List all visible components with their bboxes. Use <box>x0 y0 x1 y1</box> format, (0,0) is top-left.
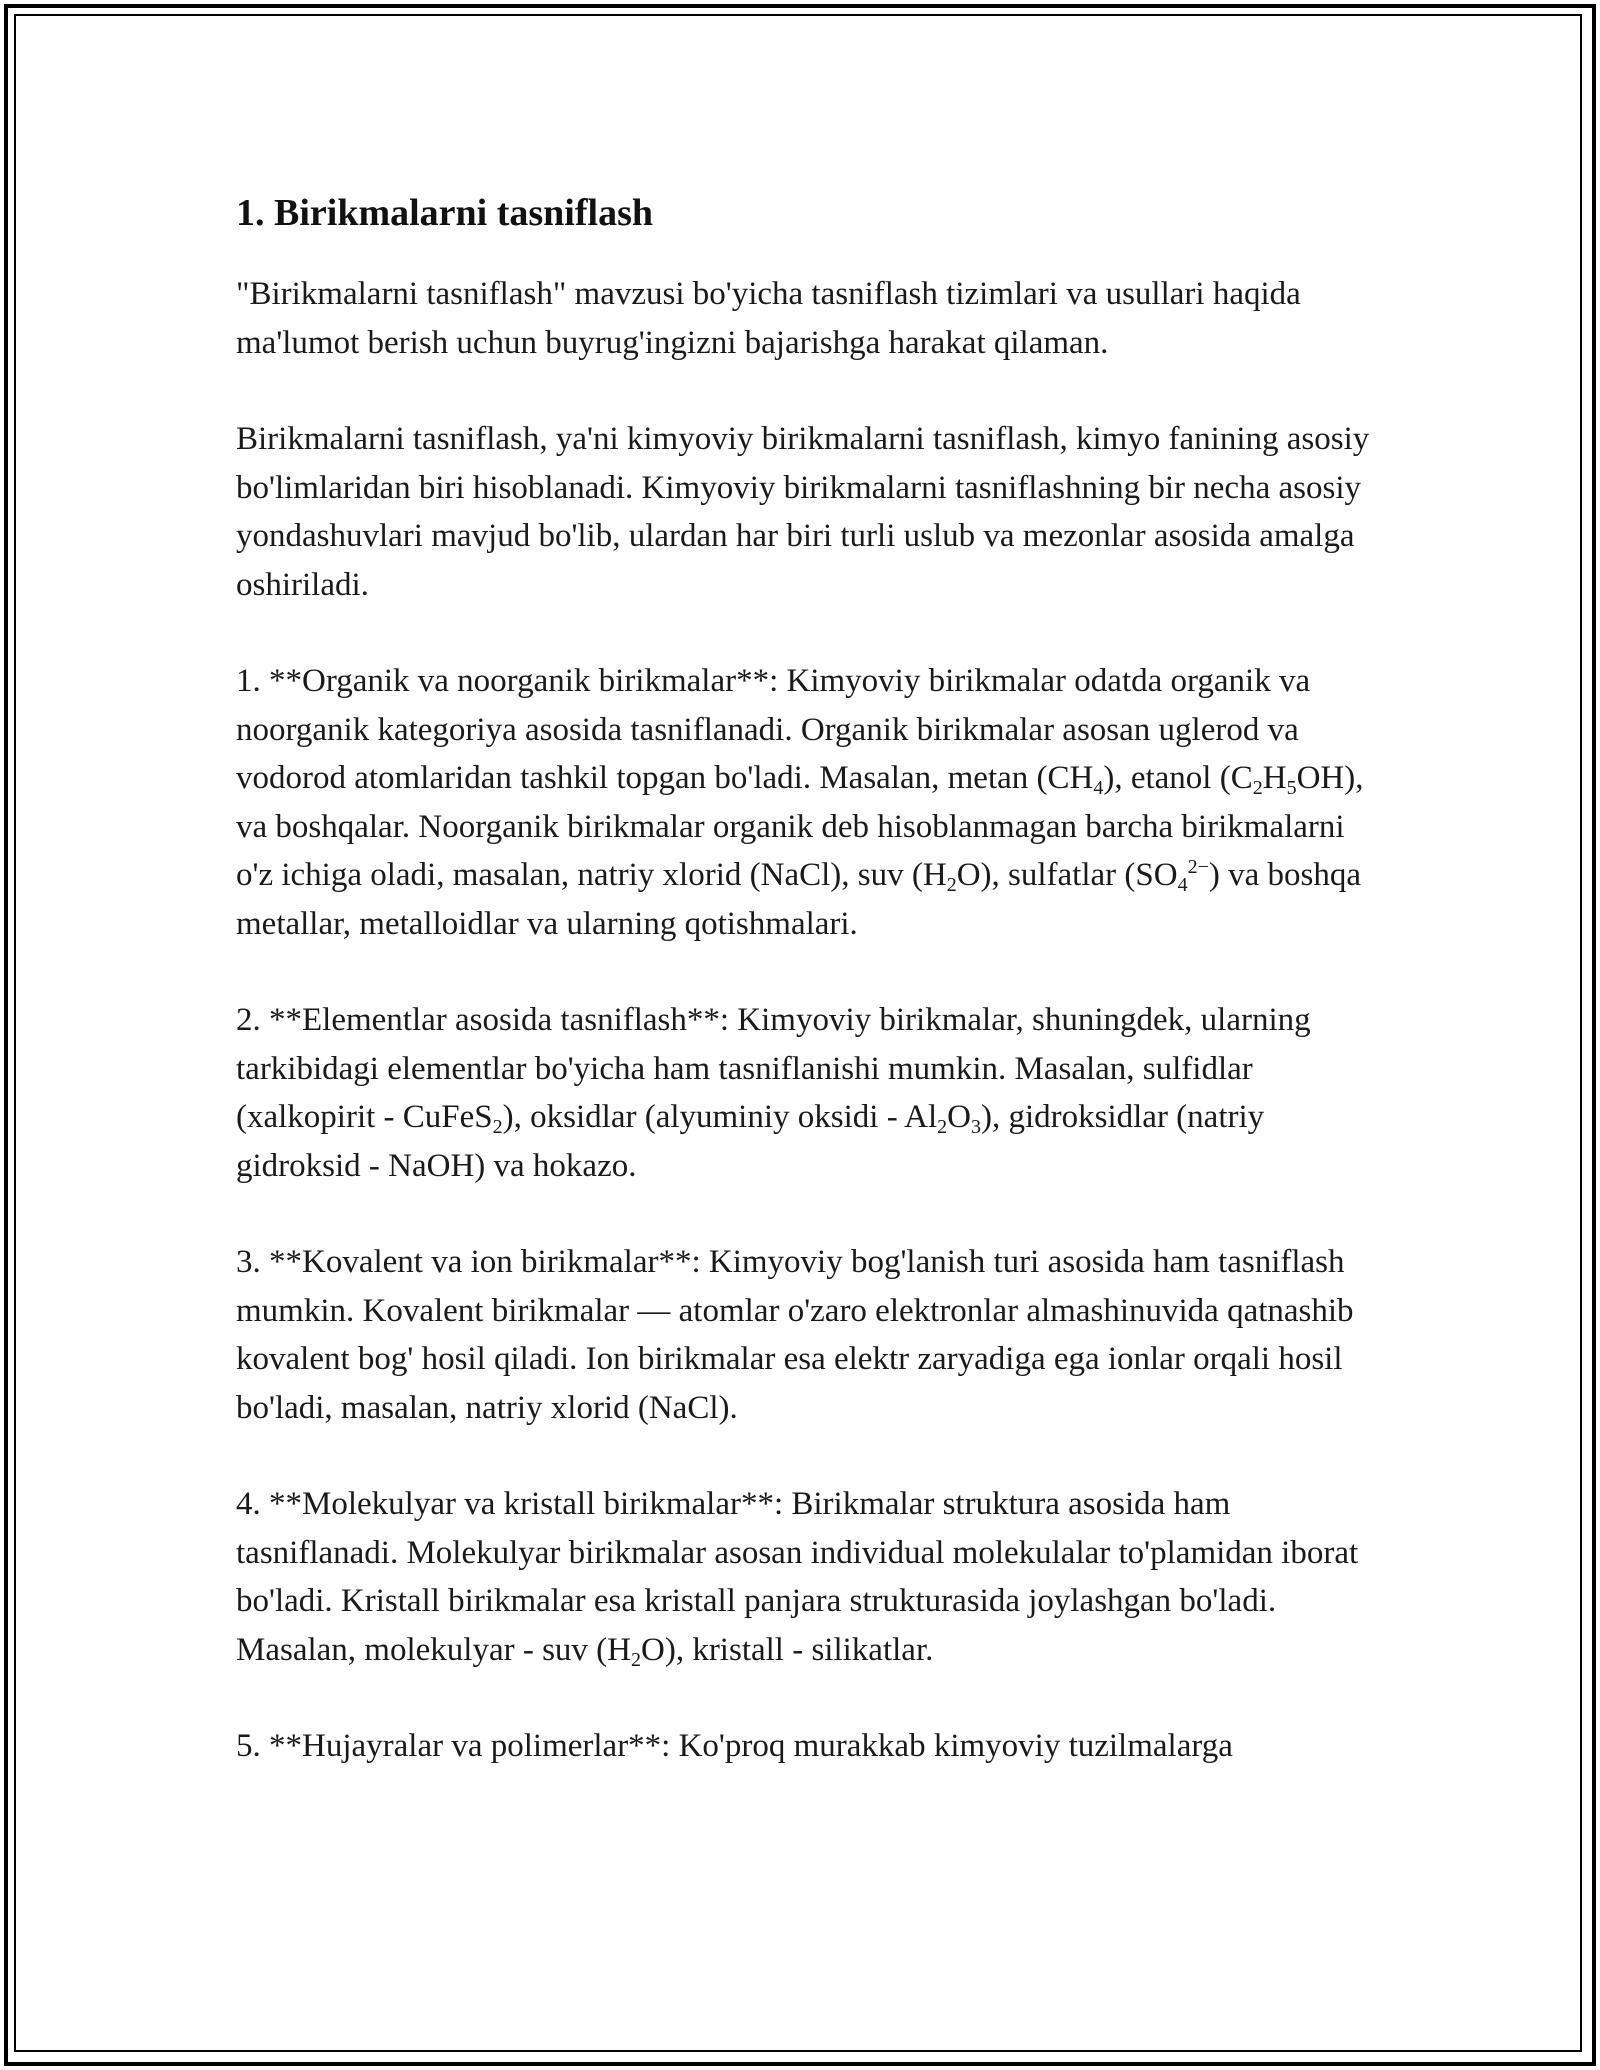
list-item-molecular-crystal: 4. **Molekulyar va kristall birikmalar**: Birikmalar struktura asosida ham tasniflanadi. Molekulyar birikmalar asosan individual molekulalar to'plamidan iborat bo'ladi. Kristall birikmalar esa kristall panjara strukturasida joylashgan bo'ladi. Masalan, molekulyar - suv $(H_2O)$, kristall - silikatlar. <box>236 1486 1359 1671</box>
list-item-covalent-ionic: 3. **Kovalent va ion birikmalar**: Kimyoviy bog'lanish turi asosida ham tasniflash mumkin. Kovalent birikmalar — atomlar o'zaro elektronlar almashinuvida qatnashib kovalent bog' hosil qiladi. Ion birikmalar esa elektr zaryadiga ega ionlar orqali hosil bo'ladi, masalan, natriy xlorid (NaCl). <box>236 1244 1354 1426</box>
document-heading: 1. Birikmalarni tasniflash <box>236 192 653 234</box>
list-item-organic: 1. **Organik va noorganik birikmalar**: Kimyoviy birikmalar odatda organik va noorganik kategoriya asosida tasniflanadi. Organik birikmalar asosan uglerod va vodorod atomlaridan tashkil topgan bo'ladi. Masalan, metan $(CH_4)$, etanol $(C_2H_5OH)$, va boshqalar. Noorganik birikmalar organik deb hisoblanmagan barcha birikmalarni o'z ichiga oladi, masalan, natriy xlorid (NaCl), suv $(H_2O)$, sulfatlar $(SO_4^{2-})$ va boshqa metallar, metalloidlar va ularning qotishmalari. <box>236 663 1364 942</box>
intro-paragraph: "Birikmalarni tasniflash" mavzusi bo'yicha tasniflash tizimlari va usullari haqida ma'lumot berish uchun buyrug'ingizni bajarishga harakat qilaman. <box>236 276 1301 361</box>
list-item-polymers: 5. **Hujayralar va polimerlar**: Ko'proq murakkab kimyoviy tuzilmalarga <box>236 1728 1233 1764</box>
list-item-elements: 2. **Elementlar asosida tasniflash**: Kimyoviy birikmalar, shuningdek, ularning tarkibidagi elementlar bo'yicha ham tasniflanishi mumkin. Masalan, sulfidlar (xalkopirit - CuFeS$_2$), oksidlar (alyuminiy oksidi - $Al_2O_3$), gidroksidlar (natriy gidroksid - NaOH) va hokazo. <box>236 1002 1311 1184</box>
overview-paragraph: Birikmalarni tasniflash, ya'ni kimyoviy birikmalarni tasniflash, kimyo fanining asosiy bo'limlaridan biri hisoblanadi. Kimyoviy birikmalarni tasniflashning bir necha asosiy yondashuvlari mavjud bo'lib, ulardan har biri turli uslub va mezonlar asosida amalga oshiriladi. <box>236 421 1370 603</box>
document-page <box>236 186 1376 1819</box>
